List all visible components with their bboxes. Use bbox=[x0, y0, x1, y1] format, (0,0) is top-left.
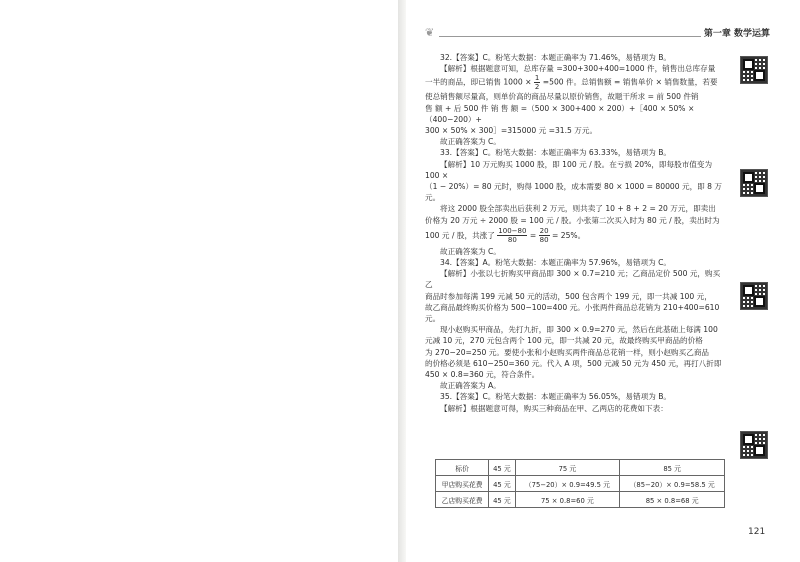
q32-analysis-line: 售 额 + 后 500 件 销 售 额 =（500 × 300+400 × 200）+［400 × 50% ×（400−200）+ bbox=[425, 103, 695, 124]
answer-content bbox=[425, 52, 727, 414]
fraction-numerator: 1 bbox=[534, 74, 540, 83]
table-cell: 45 元 bbox=[489, 460, 515, 476]
fraction-denominator: 80 bbox=[507, 236, 517, 245]
fraction-numerator: 20 bbox=[539, 227, 549, 236]
q35-answer: 35.【答案】C。粉笔大数据：本题正确率为 56.05%，易错项为 B。 bbox=[440, 392, 672, 402]
q34-analysis-line: 商品时参加每满 199 元减 50 元的活动，500 包含两个 199 元，即一共减 100 元， bbox=[425, 291, 712, 301]
q33-analysis-text: 100 元 / 股，共涨了 bbox=[425, 230, 495, 240]
q34-analysis-line: 为 270−20=250 元。要使小张和小赵购买两件商品总花销一样，则小赵购买乙商品 bbox=[425, 347, 710, 357]
q34-analysis-line: 的价格必须是 610−250=360 元。代入 A 项，500 元减 50 元为 450 元，再打八折即 bbox=[425, 358, 722, 368]
price-table bbox=[435, 459, 725, 508]
q34-analysis-line: 元减 10 元，270 元包含两个 100 元，即一共减 20 元，故最终购买甲商品的价格 bbox=[425, 336, 703, 346]
q32-analysis-line bbox=[425, 74, 727, 91]
table-cell: 85 × 0.8=68 元 bbox=[620, 492, 725, 508]
fraction bbox=[497, 227, 527, 244]
q32-analysis-line: 300 × 50% × 300］=315000 元 =31.5 万元。 bbox=[425, 126, 598, 136]
q33-analysis-text: = 25%。 bbox=[549, 230, 586, 240]
page-number: 121 bbox=[748, 527, 766, 537]
table-cell: （85−20）× 0.9=58.5 元 bbox=[620, 476, 725, 492]
table-cell: 甲店购买花费 bbox=[436, 476, 489, 492]
header-rule bbox=[439, 36, 701, 37]
leaf-icon: ❦ bbox=[425, 26, 435, 39]
table-row bbox=[436, 492, 725, 508]
fraction bbox=[539, 227, 550, 244]
table-cell: 75 × 0.8=60 元 bbox=[515, 492, 620, 508]
q35-analysis-line: 【解析】根据题意可得，购买三种商品在甲、乙两店的花费如下表： bbox=[440, 403, 668, 413]
q34-analysis-line: 【解析】小张以七折购买甲商品即 300 × 0.7=210 元；乙商品定价 500 元，购买乙 bbox=[425, 269, 721, 290]
table-row bbox=[436, 476, 725, 492]
qr-code-icon[interactable] bbox=[740, 431, 768, 459]
q34-conclusion: 故正确答案为 A。 bbox=[440, 381, 501, 391]
q32-analysis-text: 一半的商品，即已销售 1000 × bbox=[425, 77, 532, 87]
q33-answer: 33.【答案】C。粉笔大数据：本题正确率为 63.33%，易错项为 B。 bbox=[440, 148, 672, 158]
table-cell: （75−20）× 0.9=49.5 元 bbox=[515, 476, 620, 492]
table-row bbox=[436, 460, 725, 476]
qr-code-icon[interactable] bbox=[740, 56, 768, 84]
q33-analysis-line bbox=[425, 226, 727, 246]
table-cell: 标价 bbox=[436, 460, 489, 476]
table-cell: 75 元 bbox=[515, 460, 620, 476]
table-cell: 85 元 bbox=[620, 460, 725, 476]
q32-answer: 32.【答案】C。粉笔大数据：本题正确率为 71.46%，易错项为 B。 bbox=[440, 53, 672, 62]
q34-analysis-line: 现小赵购买甲商品，先打九折，即 300 × 0.9=270 元，然后在此基础上每满 100 bbox=[440, 325, 718, 335]
q33-analysis-line: 价格为 20 万元 ÷ 2000 股 = 100 元 / 股。小张第二次买入时为 80 元 / 股，卖出时为 bbox=[425, 215, 720, 225]
fraction-numerator: 100−80 bbox=[498, 227, 527, 236]
blank-left-page bbox=[0, 0, 398, 562]
q32-analysis-line: 【解析】根据题意可知，总库存量 =300+300+400=1000 件，销售出总库存量 bbox=[440, 64, 716, 74]
book-gutter bbox=[398, 0, 406, 562]
q34-analysis-line: 450 × 0.8=360 元，符合条件。 bbox=[425, 370, 540, 380]
qr-code-icon[interactable] bbox=[740, 282, 768, 310]
q33-conclusion: 故正确答案为 C。 bbox=[440, 246, 501, 256]
qr-code-icon[interactable] bbox=[740, 169, 768, 197]
table-cell: 45 元 bbox=[489, 492, 515, 508]
table-cell: 45 元 bbox=[489, 476, 515, 492]
q34-answer: 34.【答案】A。粉笔大数据：本题正确率为 57.96%，易错项为 C。 bbox=[440, 258, 672, 268]
q34-analysis-line: 故乙商品最终购买价格为 500−100=400 元。小张两件商品总花销为 210+400=610 元。 bbox=[425, 302, 720, 324]
fraction bbox=[534, 74, 540, 91]
fraction-denominator: 2 bbox=[534, 83, 540, 92]
equals-sign: = bbox=[527, 230, 539, 240]
q32-analysis-text: =500 件。总销售额 = 销售单价 × 销售数量，若要 bbox=[542, 77, 718, 87]
fraction-denominator: 80 bbox=[539, 236, 549, 245]
q33-analysis-line: （1 − 20%）= 80 元时，购得 1000 股，成本需要 80 × 1000 = 80000 元，即 8 万元。 bbox=[425, 182, 723, 203]
q32-analysis-line: 使总销售额尽量高，则单价高的商品尽量以原价销售，故题干所求 = 前 500 件销 bbox=[425, 92, 699, 102]
q33-analysis-line: 【解析】10 万元购买 1000 股，即 100 元 / 股。在亏损 20%，即每股市值变为 100 × bbox=[425, 159, 713, 180]
table-cell: 乙店购买花费 bbox=[436, 492, 489, 508]
chapter-label: 第一章 数学运算 bbox=[703, 29, 770, 39]
q33-analysis-line: 将这 2000 股全部卖出后获利 2 万元，则共卖了 10 + 8 + 2 = 20 万元，即卖出 bbox=[440, 204, 716, 214]
q32-conclusion: 故正确答案为 C。 bbox=[440, 137, 501, 147]
page-header bbox=[425, 26, 770, 42]
